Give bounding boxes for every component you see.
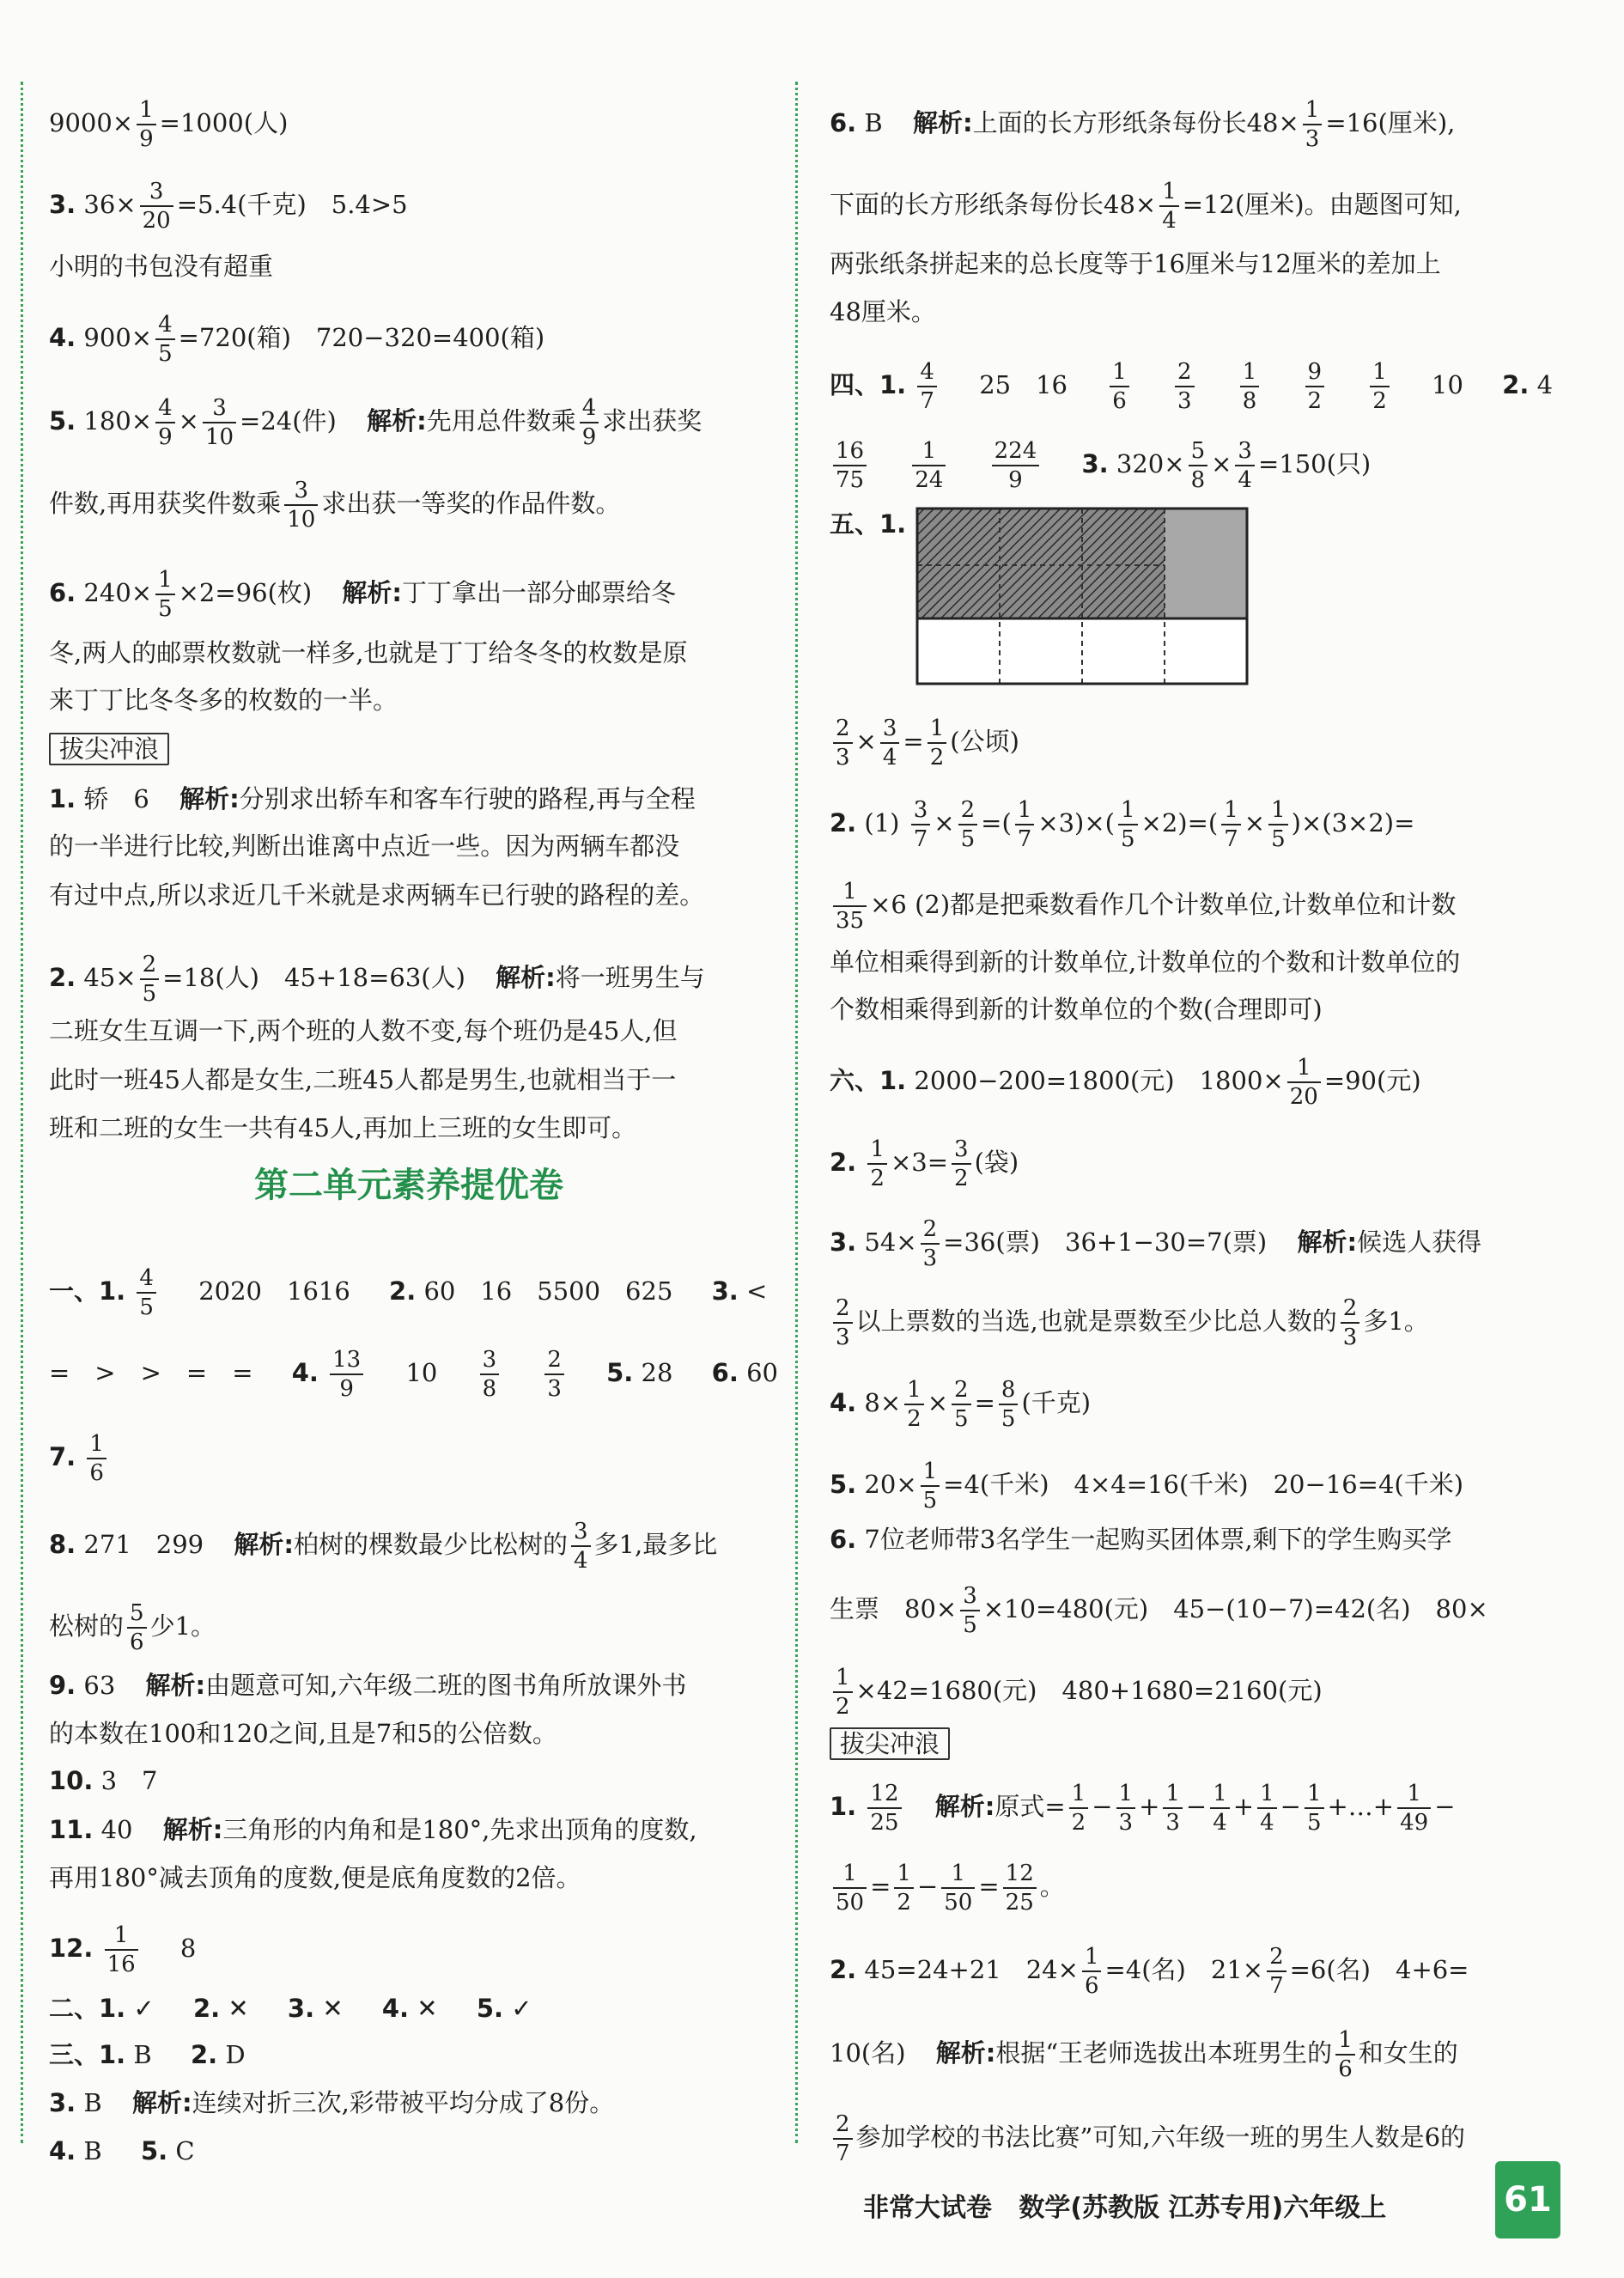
text: 二班女生互调一下,两个班的人数不变,每个班仍是45人,但 — [49, 1016, 678, 1045]
fraction-1-6: $\frac{1}{6}$ — [87, 1433, 106, 1484]
text: = > > = = — [49, 1358, 253, 1387]
analysis-label: 解析: — [162, 1815, 223, 1844]
fraction-1-3: $\frac{1}{3}$ — [1163, 1782, 1183, 1834]
fraction-3-4: $\frac{3}{4}$ — [880, 717, 900, 769]
text: 的一半进行比较,判断出谁离中点近一些。因为两辆车都没 — [49, 831, 680, 861]
question-number: 5. — [140, 2136, 168, 2165]
answer-6-right — [830, 99, 1455, 150]
fraction-2-3: $\frac{2}{3}$ — [544, 1349, 564, 1400]
section-title: 第二单元素养提优卷 — [254, 1166, 563, 1205]
part-1-q9-cont — [49, 1716, 557, 1751]
fraction-2-3: $\frac{2}{3}$ — [921, 1218, 940, 1270]
fraction-12-25: $\frac{12}{25}$ — [867, 1782, 901, 1834]
part-6-q6 — [830, 1522, 1452, 1556]
fraction-4-9: $\frac{4}{9}$ — [580, 397, 599, 448]
text: B — [133, 2040, 152, 2069]
question-number: 4. — [291, 1358, 319, 1387]
part-2-line — [49, 1991, 532, 2025]
part-6-q4: 4. 8× $\frac{1}{2}$ × $\frac{2}{5}$ = $\frac{8}{5}$ (千克) — [830, 1377, 1092, 1432]
question-number: 5. — [606, 1358, 634, 1387]
part-1-q11-cont — [49, 1861, 581, 1895]
fraction-1-4: $\frac{1}{4}$ — [1159, 180, 1179, 232]
analysis-label: 解析: — [496, 963, 556, 992]
fraction-1-16: $\frac{1}{16}$ — [105, 1924, 138, 1976]
answer-5-cont — [49, 479, 620, 531]
answer-6 — [49, 569, 676, 620]
fraction-2-3: $\frac{2}{3}$ — [833, 717, 853, 769]
text: 根据“王老师选拔出本班男生的 — [995, 2038, 1333, 2068]
question-number: 2. — [192, 1994, 221, 2023]
text: 柏树的棵数最少比松树的 — [293, 1530, 568, 1559]
text: 40 — [100, 1815, 133, 1844]
fraction-1-49: $\frac{1}{49}$ — [1397, 1782, 1431, 1834]
fraction-1-2: $\frac{1}{2}$ — [1370, 361, 1390, 412]
question-number: 3. — [49, 190, 76, 219]
analysis-label: 解析: — [1297, 1227, 1358, 1257]
question-number: 2. — [1502, 370, 1530, 399]
question-number: 三、1. — [49, 2040, 126, 2069]
text: 28 — [641, 1358, 673, 1387]
text: 10(名) — [830, 2038, 906, 2068]
challenge-tag: 拔尖冲浪 — [49, 733, 169, 765]
part-1-q8 — [49, 1520, 717, 1572]
answer-6-right-cont — [830, 180, 1462, 232]
text: =150(只) — [1257, 449, 1372, 478]
text: =4(千米) 4×4=16(千米) 20−16=4(千米) — [943, 1470, 1464, 1499]
text: 来丁丁比冬冬多的枚数的一半。 — [49, 685, 398, 715]
fraction-1-7: $\frac{1}{7}$ — [1015, 799, 1035, 850]
question-number: 3. — [830, 1227, 857, 1257]
answer-line — [49, 99, 288, 150]
text: =6(名) 4+6= — [1289, 1955, 1469, 1984]
analysis-label: 解析: — [912, 108, 973, 137]
fraction-1-5: $\frac{1}{5}$ — [1268, 799, 1288, 850]
question-number: 11. — [49, 1815, 94, 1844]
text: 求出获奖 — [602, 406, 703, 436]
text: 3 7 — [100, 1766, 158, 1795]
text: 此时一班45人都是女生,二班45人都是男生,也就相当于一 — [49, 1065, 677, 1094]
question-number: 5. — [830, 1470, 857, 1499]
fraction-1-6: $\frac{1}{6}$ — [1110, 361, 1129, 412]
text: =90(元) — [1323, 1066, 1421, 1095]
fraction-1-50: $\frac{1}{50}$ — [833, 1862, 867, 1914]
answer-5: 5. 180× $\frac{4}{9}$ × $\frac{3}{10}$ =24(件) 解析:先用总件数乘 $\frac{4}{9}$ 求出获奖 — [49, 395, 703, 450]
text: ✓ — [511, 1994, 532, 2023]
text: 4 — [1536, 370, 1554, 399]
text: 有过中点,所以求近几千米就是求两辆车已行驶的路程的差。 — [49, 880, 705, 910]
part-4-line-1 — [830, 361, 1553, 412]
question-number: 6. — [830, 1525, 857, 1554]
fraction-1-4: $\frac{1}{4}$ — [1257, 1782, 1277, 1834]
text: (2) — [915, 890, 951, 919]
text: =4(名) 21× — [1104, 1955, 1264, 1984]
text: 63 — [83, 1671, 116, 1700]
fraction-2-3: $\frac{2}{3}$ — [1341, 1297, 1360, 1349]
text: 候选人获得 — [1357, 1227, 1482, 1257]
analysis-label: 解析: — [342, 578, 403, 607]
part-1-q7 — [49, 1433, 110, 1484]
text: 班和二班的女生一共有45人,再加上三班的女生即可。 — [49, 1113, 637, 1142]
part-4-line-2: $\frac{16}{75}$ $\frac{1}{24}$ $\frac{224}{9}$ 3. 320× $\frac{5}{8}$ × $\frac{3}{4}$ =150(只) — [830, 440, 1371, 491]
fraction-4-5: $\frac{4}{5}$ — [137, 1267, 156, 1319]
analysis-label: 解析: — [234, 1530, 294, 1559]
fraction-1-5: $\frac{1}{5}$ — [1305, 1782, 1324, 1834]
text: 小明的书包没有超重 — [49, 252, 274, 281]
text: (袋) — [974, 1148, 1019, 1177]
text: 9000× — [49, 108, 134, 137]
part-1-q12 — [49, 1924, 196, 1976]
text: B — [864, 108, 883, 137]
text: ×3= — [890, 1148, 949, 1177]
fraction-1-5: $\frac{1}{5}$ — [1118, 799, 1138, 850]
part-3-q3 — [49, 2086, 614, 2120]
text: 240× — [83, 578, 153, 607]
fraction-2-7: $\frac{2}{7}$ — [1267, 1946, 1286, 1997]
text: 上面的长方形纸条每份长48× — [972, 108, 1299, 137]
challenge-right-2-cont — [830, 2113, 1465, 2165]
text: 先用总件数乘 — [426, 406, 576, 436]
challenge-right-2-cont — [830, 2029, 1458, 2080]
challenge-2-cont — [49, 1014, 678, 1048]
text: 60 — [746, 1358, 778, 1387]
text: 轿 6 — [83, 784, 149, 813]
challenge-2-cont — [49, 1111, 636, 1145]
part-3-line — [49, 2037, 246, 2072]
part-1-line-1 — [49, 1267, 767, 1319]
text: 多1,最多比 — [593, 1530, 718, 1559]
text: 180× — [83, 406, 153, 436]
question-number: 6. — [830, 108, 857, 137]
answer-4 — [49, 314, 544, 365]
text: B — [83, 2136, 102, 2165]
part-1-q10 — [49, 1763, 158, 1798]
fraction-1-8: $\frac{1}{8}$ — [1240, 361, 1260, 412]
text: 900× — [83, 323, 153, 352]
challenge-1-cont — [49, 878, 704, 912]
part-6-q6-cont — [830, 1666, 1323, 1718]
part-5-result: $\frac{2}{3}$ × $\frac{3}{4}$ = $\frac{1}{2}$ (公顷) — [830, 717, 1019, 769]
part-6-q5: 5. 20× $\frac{1}{5}$ =4(千米) 4×4=16(千米) 20−16=4(千米) — [830, 1459, 1464, 1514]
question-number: 2. — [830, 808, 857, 838]
text: 10 — [405, 1358, 438, 1387]
text: =720(箱) 720−320=400(箱) — [178, 323, 545, 352]
text: 以上票数的当选,也就是票数至少比总人数的 — [855, 1306, 1337, 1336]
text: 再用180°减去顶角的度数,便是底角度数的2倍。 — [49, 1863, 581, 1892]
question-number: 3. — [49, 2088, 76, 2117]
text: =18(人) 45+18=63(人) — [162, 963, 465, 992]
text: ✓ — [133, 1994, 155, 2023]
fraction-2-7: $\frac{2}{7}$ — [833, 2113, 853, 2165]
fraction-3-10: $\frac{3}{10}$ — [284, 479, 318, 531]
fraction-2-5: $\frac{2}{5}$ — [958, 799, 978, 850]
fraction-1-3: $\frac{1}{3}$ — [1303, 99, 1323, 150]
answer-6-right-cont — [830, 247, 1441, 281]
question-number: 4. — [830, 1388, 857, 1417]
text: =1000(人) — [159, 108, 289, 137]
section-tag — [830, 1727, 950, 1761]
answer-6-right-cont — [830, 295, 936, 329]
fraction-4-9: $\frac{4}{9}$ — [155, 397, 175, 448]
text: 连续对折三次,彩带被平均分成了8份。 — [192, 2088, 615, 2117]
question-number: 1. — [49, 784, 76, 813]
analysis-label: 解析: — [367, 406, 427, 436]
fraction-1-35: $\frac{1}{35}$ — [833, 880, 867, 932]
text: ×2=96(枚) — [178, 578, 313, 607]
part-6-q2 — [830, 1138, 1019, 1190]
analysis-label: 解析: — [145, 1671, 206, 1700]
answer-6-cont — [49, 683, 398, 717]
challenge-1-cont — [49, 829, 679, 863]
text: 求出获一等奖的作品件数。 — [321, 489, 621, 518]
fraction-2-5: $\frac{2}{5}$ — [140, 953, 160, 1005]
challenge-right-1-cont: $\frac{1}{50}$ = $\frac{1}{2}$ − $\frac{1}{50}$ = $\frac{12}{25}$ 。 — [830, 1862, 1065, 1914]
fraction-1-20: $\frac{1}{20}$ — [1287, 1057, 1321, 1108]
text: 10 — [1432, 370, 1463, 399]
fraction-1-6: $\frac{1}{6}$ — [1335, 2029, 1355, 2080]
text: ✕ — [228, 1994, 249, 2023]
text: =5.4(千克) 5.4>5 — [176, 190, 408, 219]
text: =16(厘米), — [1325, 108, 1456, 137]
text: =12(厘米)。由题图可知, — [1182, 190, 1462, 219]
text: ×42=1680(元) 480+1680=2160(元) — [855, 1676, 1323, 1705]
text: (公顷) — [950, 727, 1019, 756]
part-5-label — [830, 507, 906, 541]
question-number: 2. — [49, 963, 76, 992]
text: =36(票) 36+1−30=7(票) — [943, 1227, 1268, 1257]
fraction-1-9: $\frac{1}{9}$ — [137, 99, 156, 150]
fraction-3-10: $\frac{3}{10}$ — [203, 397, 236, 448]
question-number: 5. — [49, 406, 76, 436]
question-number: 6. — [711, 1358, 739, 1387]
hatched-area — [917, 509, 1165, 618]
text: 分别求出轿车和客车行驶的路程,再与全程 — [239, 784, 696, 813]
text: 和女生的 — [1358, 2038, 1458, 2068]
question-number: 7. — [49, 1442, 76, 1471]
question-number: 5. — [476, 1994, 504, 2023]
fraction-2-3: $\frac{2}{3}$ — [1175, 361, 1195, 412]
question-number: 3. — [711, 1276, 739, 1306]
analysis-label: 解析: — [935, 2038, 996, 2068]
fraction-1-3: $\frac{1}{3}$ — [1116, 1782, 1136, 1834]
question-number: 五、1. — [830, 509, 907, 539]
fraction-3-8: $\frac{3}{8}$ — [480, 1349, 500, 1400]
text: 271 299 — [83, 1530, 204, 1559]
part-1-line-2 — [49, 1349, 778, 1400]
fraction-1-2: $\frac{1}{2}$ — [928, 717, 947, 769]
fraction-1-24: $\frac{1}{24}$ — [912, 440, 946, 491]
question-number: 12. — [49, 1934, 94, 1963]
question-number: 8. — [49, 1530, 76, 1559]
question-number: 6. — [49, 578, 76, 607]
part-5-q2-cont — [830, 992, 1323, 1026]
answer-3 — [49, 180, 408, 232]
text: 个数相乘得到新的计数单位的个数(合理即可) — [830, 995, 1323, 1024]
question-number: 9. — [49, 1671, 76, 1700]
fraction-12-25: $\frac{12}{25}$ — [1003, 1862, 1037, 1914]
fraction-1-2: $\frac{1}{2}$ — [894, 1862, 914, 1914]
question-number: 2. — [830, 1148, 857, 1177]
center-divider-dotted-line — [795, 82, 798, 2143]
question-number: 四、1. — [830, 370, 907, 399]
text: B — [83, 2088, 102, 2117]
fraction-1-7: $\frac{1}{7}$ — [1221, 799, 1241, 850]
left-margin-dotted-line — [21, 82, 23, 2143]
text: ✕ — [417, 1994, 438, 2023]
text: 下面的长方形纸条每份长48× — [830, 190, 1157, 219]
question-number: 二、1. — [49, 1994, 126, 2023]
text: < — [746, 1276, 768, 1306]
part-6-q3 — [830, 1218, 1481, 1270]
text: 的本数在100和120之间,且是7和5的公倍数。 — [49, 1719, 557, 1748]
fraction-5-6: $\frac{5}{6}$ — [127, 1602, 147, 1654]
question-number: 4. — [49, 2136, 76, 2165]
text: 8 — [179, 1934, 197, 1963]
text: 松树的 — [49, 1611, 125, 1641]
section-tag — [49, 732, 169, 766]
text: 54× — [864, 1227, 917, 1257]
text: 2000−200=1800(元) 1800× — [914, 1066, 1284, 1095]
fraction-3-5: $\frac{3}{5}$ — [960, 1585, 980, 1636]
fraction-1-2: $\frac{1}{2}$ — [833, 1666, 853, 1718]
challenge-1 — [49, 782, 696, 816]
question-number: 4. — [49, 323, 76, 352]
challenge-tag: 拔尖冲浪 — [830, 1727, 950, 1760]
analysis-label: 解析: — [934, 1792, 995, 1821]
fraction-9-2: $\frac{9}{2}$ — [1305, 361, 1325, 412]
question-number: 1. — [830, 1792, 857, 1821]
text: 320× — [1116, 449, 1185, 478]
text: ×10=480(元) 45−(10−7)=42(名) 80× — [982, 1594, 1488, 1623]
part-1-q9 — [49, 1668, 686, 1702]
text: 36× — [83, 190, 137, 219]
text: 多1。 — [1363, 1306, 1429, 1336]
challenge-right-1: 1. $\frac{12}{25}$ 解析:原式= $\frac{1}{2}$ − $\frac{1}{3}$ + $\frac{1}{3}$ − $\frac{1}{4}$ + $\frac{1}{4}$ − $\frac{1}{5}$ +…+ $\frac{1}{49}$ − — [830, 1781, 1456, 1836]
part-5-q2-cont — [830, 945, 1460, 979]
fraction-1-2: $\frac{1}{2}$ — [867, 1138, 887, 1190]
part-5-q2-cont: $\frac{1}{35}$ ×6 (2)都是把乘数看作几个计数单位,计数单位和计数 — [830, 880, 1456, 932]
fraction-3-7: $\frac{3}{7}$ — [911, 799, 931, 850]
text: (1) — [864, 808, 900, 838]
text: 25 16 — [979, 370, 1067, 399]
fraction-13-9: $\frac{13}{9}$ — [330, 1349, 363, 1400]
fraction-16-75: $\frac{16}{75}$ — [833, 440, 867, 491]
text: =24(件) — [240, 406, 337, 436]
answer-6-cont — [49, 636, 687, 670]
book-subject: 数学(苏教版 江苏专用)六年级上 — [1019, 2193, 1387, 2223]
text: D — [225, 2040, 246, 2069]
fraction-3-2: $\frac{3}{2}$ — [952, 1138, 971, 1190]
text: 45=24+21 24× — [864, 1955, 1079, 1984]
fraction-2-5: $\frac{2}{5}$ — [952, 1379, 971, 1430]
fraction-2-3: $\frac{2}{3}$ — [833, 1297, 853, 1349]
question-number: 3. — [287, 1994, 315, 2023]
challenge-2-cont — [49, 1063, 676, 1097]
question-number: 4. — [381, 1994, 410, 2023]
part-1-q11 — [49, 1812, 697, 1847]
part-6-q6-cont — [830, 1585, 1488, 1636]
fraction-1-2: $\frac{1}{2}$ — [904, 1379, 924, 1430]
fraction-4-5: $\frac{4}{5}$ — [155, 314, 175, 365]
question-number: 10. — [49, 1766, 94, 1795]
fraction-1-2: $\frac{1}{2}$ — [1069, 1782, 1089, 1834]
text: 丁丁拿出一部分邮票给冬 — [402, 578, 677, 607]
text: 单位相乘得到新的计数单位,计数单位的个数和计数单位的 — [830, 947, 1461, 977]
part-5-q2: 2. (1) $\frac{3}{7}$ × $\frac{2}{5}$ =( $\frac{1}{7}$ ×3)×( $\frac{1}{5}$ ×2)=( $\frac{1}{7}$ × $\frac{1}{5}$ )×(3×2)= — [830, 797, 1415, 852]
text: 件数,再用获奖件数乘 — [49, 489, 282, 518]
text: 都是把乘数看作几个计数单位,计数单位和计数 — [950, 890, 1457, 919]
book-brand: 非常大试卷 — [863, 2193, 992, 2223]
question-number: 2. — [830, 1955, 857, 1984]
text: 48厘米。 — [830, 297, 936, 326]
text: 45× — [83, 963, 137, 992]
text: 少1。 — [149, 1611, 216, 1641]
fraction-224-9: $\frac{224}{9}$ — [992, 440, 1040, 491]
text: 原式= — [994, 1792, 1066, 1821]
part-1-q8-cont — [49, 1602, 216, 1654]
part-3-q4 — [49, 2134, 195, 2168]
text: 两张纸条拼起来的总长度等于16厘米与12厘米的差加上 — [830, 249, 1441, 278]
page-number: 61 — [1495, 2161, 1560, 2238]
challenge-2 — [49, 953, 705, 1005]
analysis-label: 解析: — [131, 2088, 192, 2117]
fraction-1-6: $\frac{1}{6}$ — [1082, 1946, 1102, 1997]
text: 生票 80× — [830, 1594, 958, 1623]
answer-3-conclusion — [49, 249, 273, 283]
text: (千克) — [1021, 1388, 1092, 1417]
text: 三角形的内角和是180°,先求出顶角的度数, — [222, 1815, 697, 1844]
shaded-area — [1165, 509, 1247, 618]
shaded-rectangle-diagram — [915, 507, 1250, 687]
text: 冬,两人的邮票枚数就一样多,也就是丁丁给冬冬的枚数是原 — [49, 638, 688, 667]
text: C — [175, 2136, 195, 2165]
part-6-q1 — [830, 1057, 1421, 1108]
page-footer — [863, 2186, 1386, 2224]
text: 将一班男生与 — [555, 963, 705, 992]
text: 60 16 5500 625 — [423, 1276, 673, 1306]
question-number: 3. — [1081, 449, 1109, 478]
question-number: 2. — [389, 1276, 417, 1306]
part-6-q3-cont — [830, 1297, 1429, 1349]
text: 由题意可知,六年级二班的图书角所放课外书 — [205, 1671, 687, 1700]
challenge-right-2 — [830, 1946, 1469, 1997]
fraction-1-5: $\frac{1}{5}$ — [921, 1460, 940, 1512]
fraction-1-5: $\frac{1}{5}$ — [155, 569, 175, 620]
fraction-8-5: $\frac{8}{5}$ — [999, 1379, 1019, 1430]
question-number: 一、1. — [49, 1276, 126, 1306]
fraction-3-4: $\frac{3}{4}$ — [1235, 440, 1255, 491]
fraction-4-7: $\frac{4}{7}$ — [917, 361, 937, 412]
fraction-1-50: $\frac{1}{50}$ — [941, 1862, 975, 1914]
fraction-3-4: $\frac{3}{4}$ — [571, 1520, 591, 1572]
fraction-5-8: $\frac{5}{8}$ — [1189, 440, 1208, 491]
fraction-1-4: $\frac{1}{4}$ — [1210, 1782, 1230, 1834]
text: 7位老师带3名学生一起购买团体票,剩下的学生购买学 — [864, 1525, 1452, 1554]
fraction-3-20: $\frac{3}{20}$ — [140, 180, 173, 232]
text: 参加学校的书法比赛”可知,六年级一班的男生人数是6的 — [855, 2123, 1466, 2152]
question-number: 六、1. — [830, 1066, 907, 1095]
text: 2020 1616 — [198, 1276, 350, 1306]
analysis-label: 解析: — [179, 784, 240, 813]
text: ✕ — [322, 1994, 344, 2023]
question-number: 2. — [190, 2040, 218, 2069]
